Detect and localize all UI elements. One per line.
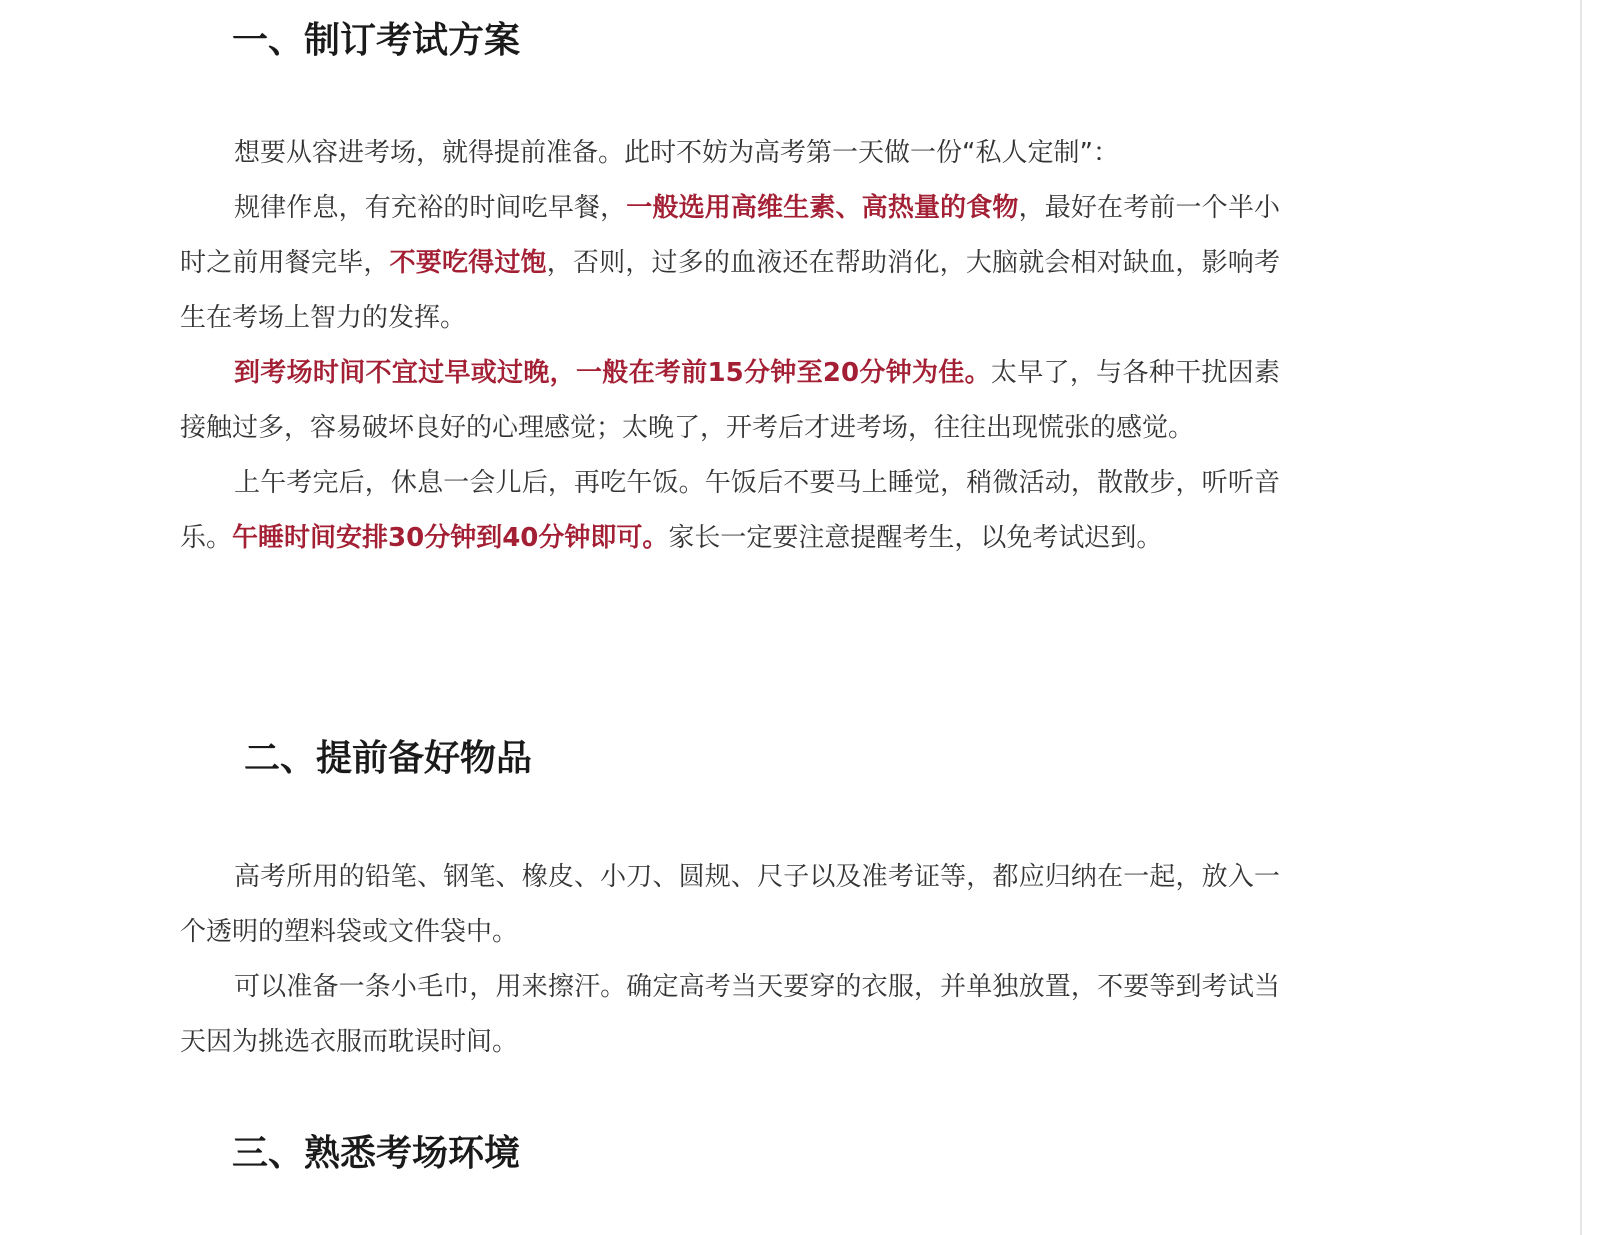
highlighted-text: 不要吃得过饱 — [389, 248, 547, 278]
page-edge-divider — [1580, 0, 1582, 1235]
section-body-2 — [180, 850, 1280, 1070]
body-text: ，否则，过多的血液还在帮助消化，大脑就会相对缺血，影响考生在考场上智力的发挥。 — [180, 248, 1280, 333]
body-paragraph — [180, 346, 1280, 456]
body-paragraph — [180, 960, 1280, 1070]
body-paragraph — [180, 126, 1280, 181]
body-text: 规律作息，有充裕的时间吃早餐， — [234, 193, 627, 223]
body-paragraph — [180, 850, 1280, 960]
body-paragraph — [180, 181, 1280, 346]
body-text: 可以准备一条小毛巾，用来擦汗。确定高考当天要穿的衣服，并单独放置，不要等到考试当天因为挑选衣服而耽误时间。 — [180, 972, 1280, 1057]
body-paragraph — [180, 456, 1280, 566]
highlighted-text: 一般选用高维生素、高热量的食物 — [626, 193, 1019, 223]
highlighted-text: 到考场时间不宜过早或过晚，一般在考前15分钟至20分钟为佳。 — [234, 358, 991, 388]
section-heading-1: 一、制订考试方案 — [232, 20, 521, 61]
body-text: 太早了，与各种干扰因素接触过多，容易破坏良好的心理感觉；太晚了，开考后才进考场，往往出现慌张的感觉。 — [180, 358, 1280, 443]
section-heading-2: 二、提前备好物品 — [244, 738, 533, 779]
body-text: 高考所用的铅笔、钢笔、橡皮、小刀、圆规、尺子以及准考证等，都应归纳在一起，放入一个透明的塑料袋或文件袋中。 — [180, 862, 1280, 947]
body-text: ，最好在考前一个半小时之前用餐完毕， — [180, 193, 1280, 278]
body-text: 上午考完后，休息一会儿后，再吃午饭。午饭后不要马上睡觉，稍微活动，散散步，听听音乐。 — [180, 468, 1280, 553]
body-text: 家长一定要注意提醒考生，以免考试迟到。 — [668, 523, 1163, 553]
body-text: 想要从容进考场，就得提前准备。此时不妨为高考第一天做一份“私人定制”： — [234, 138, 1119, 168]
section-body-1 — [180, 126, 1280, 566]
section-heading-3: 三、熟悉考场环境 — [232, 1133, 521, 1174]
highlighted-text: 午睡时间安排30分钟到40分钟即可。 — [232, 523, 669, 553]
